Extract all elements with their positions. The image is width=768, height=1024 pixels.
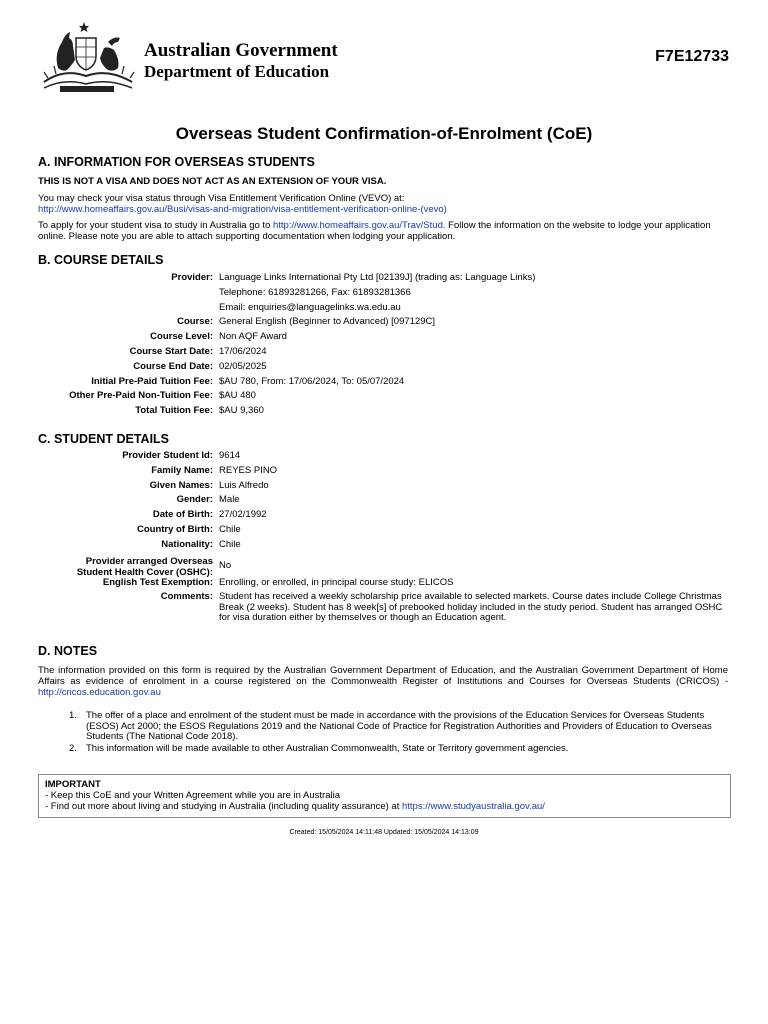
important-line-2-text: - Find out more about living and studying in Australia (including quality assurance) at	[45, 801, 402, 812]
nationality-value: Chile	[219, 538, 241, 550]
end-date-label: Course End Date:	[133, 360, 213, 372]
provider-email-row	[0, 301, 768, 316]
notes-intro-text: The information provided on this form is required by the Australian Government Department of Education, and the Australian Government Department of Home Affairs as evidence of enrolment in a course registered on the Commonwealth Register of Institutions and Courses for Overseas Students (CRICOS) -	[38, 665, 728, 687]
start-date-row	[0, 345, 768, 360]
provider-phone-row	[0, 286, 768, 301]
total-fee-label: Total Tuition Fee:	[135, 405, 213, 417]
gender-row	[0, 493, 768, 508]
page-title: Overseas Student Confirmation-of-Enrolment (CoE)	[175, 124, 593, 143]
student-id-row	[0, 449, 768, 464]
provider-phone: Telephone: 61893281266, Fax: 61893281366	[219, 286, 411, 298]
nationality-row	[0, 538, 768, 553]
section-d-heading: D. NOTES	[38, 644, 98, 658]
provider-value: Language Links International Pty Ltd [02139J] (trading as: Language Links)	[219, 272, 536, 283]
cricos-link[interactable]: http://cricos.education.gov.au	[38, 687, 161, 698]
note-text: The offer of a place and enrolment of the student must be made in accordance with the provisions of the Education Services for Overseas Students (ESOS) Act 2000; the ESOS Regulations 2019 and the National Code of Practice for Registration Authorities and Providers of Education to Overseas Students (The National Code 2018).	[86, 710, 712, 742]
tuition-fee-value: $AU 780, From: 17/06/2024, To: 05/07/2024	[219, 375, 405, 387]
oshc-label	[77, 556, 213, 578]
note-text: This information will be made available to other Australian Commonwealth, State or Territory government agencies.	[86, 742, 569, 754]
tuition-fee-label: Initial Pre-Paid Tuition Fee:	[91, 375, 213, 387]
dob-value: 27/02/1992	[219, 509, 267, 521]
course-level-value: Non AQF Award	[219, 331, 287, 343]
notes-intro	[38, 665, 728, 698]
english-exemption-row	[0, 576, 768, 591]
section-b-heading: B. COURSE DETAILS	[38, 253, 164, 267]
important-line-1: - Keep this CoE and your Written Agreement while you are in Australia	[45, 790, 341, 801]
department-name: Department of Education	[144, 62, 330, 81]
country-of-birth-value: Chile	[219, 523, 241, 535]
important-heading: IMPORTANT	[45, 779, 101, 790]
section-a-heading: A. INFORMATION FOR OVERSEAS STUDENTS	[38, 155, 315, 169]
dob-row	[0, 508, 768, 523]
gender-value: Male	[219, 494, 240, 506]
comments-row	[0, 590, 768, 624]
student-details	[0, 449, 768, 624]
section-c-heading: C. STUDENT DETAILS	[38, 432, 170, 446]
start-date-label: Course Start Date:	[129, 345, 213, 357]
gender-label: Gender:	[176, 494, 213, 506]
family-name-row	[0, 464, 768, 479]
oshc-label-line2: Student Health Cover (OSHC):	[76, 566, 213, 578]
government-name: Australian Government	[144, 40, 338, 61]
provider-label: Provider:	[171, 272, 213, 283]
non-tuition-fee-label: Other Pre-Paid Non-Tuition Fee:	[69, 390, 213, 402]
course-level-label: Course Level:	[150, 331, 213, 343]
student-id-value: 9614	[219, 450, 241, 461]
family-name-label: Family Name:	[151, 464, 213, 476]
note-number: 2.	[69, 742, 77, 754]
non-tuition-fee-row	[0, 389, 768, 404]
english-exemption-value: Enrolling, or enrolled, in principal course study: ELICOS	[219, 576, 454, 588]
country-of-birth-row	[0, 523, 768, 538]
provider-row	[0, 271, 768, 286]
apply-link[interactable]: http://www.homeaffairs.gov.au/Trav/Stud.	[273, 220, 446, 231]
given-names-label: Given Names:	[149, 479, 213, 491]
nationality-label: Nationality:	[161, 538, 213, 550]
given-names-row	[0, 479, 768, 494]
total-fee-value: $AU 9,360	[219, 405, 264, 417]
course-details	[0, 271, 768, 419]
document-id: F7E12733	[655, 48, 729, 65]
oshc-row	[0, 553, 768, 576]
comments-value: Student has received a weekly scholarship price available to selected markets. Course dates include College Christmas Break (2 weeks). Student has 8 week[s] of prebooked holiday included in the study period. Student has arranged OSHC for visa duration either by themselves or though an Education agent.	[219, 591, 723, 624]
end-date-value: 02/05/2025	[219, 360, 267, 372]
total-fee-row	[0, 404, 768, 419]
important-line-2	[45, 801, 724, 812]
english-exemption-label: English Test Exemption:	[102, 576, 213, 588]
tuition-fee-row	[0, 375, 768, 390]
note-number: 1.	[69, 710, 77, 721]
note-item	[38, 744, 728, 755]
oshc-label-line1: Provider arranged Overseas	[85, 555, 213, 567]
start-date-value: 17/06/2024	[219, 345, 267, 357]
note-item	[38, 711, 728, 743]
apply-info	[38, 220, 728, 242]
end-date-row	[0, 360, 768, 375]
important-box	[38, 774, 731, 818]
course-value: General English (Beginner to Advanced) [097129C]	[219, 316, 435, 328]
oshc-value: No	[219, 559, 232, 571]
vevo-text: You may check your visa status through Visa Entitlement Verification Online (VEVO) at:	[38, 193, 405, 204]
government-wordmark	[144, 40, 338, 82]
provider-email: Email: enquiries@languagelinks.wa.edu.au	[219, 301, 401, 313]
dob-label: Date of Birth:	[152, 509, 213, 521]
comments-label: Comments:	[160, 591, 213, 603]
apply-text-pre: To apply for your student visa to study in Australia go to	[38, 220, 273, 231]
course-row	[0, 315, 768, 330]
coat-of-arms-logo	[38, 20, 138, 96]
vevo-info	[38, 193, 728, 215]
country-of-birth-label: Country of Birth:	[137, 523, 213, 535]
vevo-link[interactable]: http://www.homeaffairs.gov.au/Busi/visas-and-migration/visa-entitlement-verification-online-(vevo)	[38, 204, 447, 215]
non-tuition-fee-value: $AU 480	[219, 390, 256, 402]
header	[38, 20, 738, 100]
given-names-value: Luis Alfredo	[219, 479, 269, 491]
notes-list	[38, 711, 728, 755]
apply-text-post: Follow the information on the website to lodge your application online. Please note you are able to attach supporting documentation when lodging your application.	[38, 220, 711, 242]
timestamps: Created: 15/05/2024 14:11:48 Updated: 15/05/2024 14:13:09	[289, 829, 479, 836]
course-label: Course:	[177, 316, 213, 328]
visa-warning: THIS IS NOT A VISA AND DOES NOT ACT AS AN EXTENSION OF YOUR VISA.	[38, 176, 387, 187]
student-id-label: Provider Student Id:	[122, 450, 213, 461]
study-australia-link[interactable]: https://www.studyaustralia.gov.au/	[401, 801, 545, 812]
course-level-row	[0, 330, 768, 345]
family-name-value: REYES PINO	[219, 464, 278, 476]
